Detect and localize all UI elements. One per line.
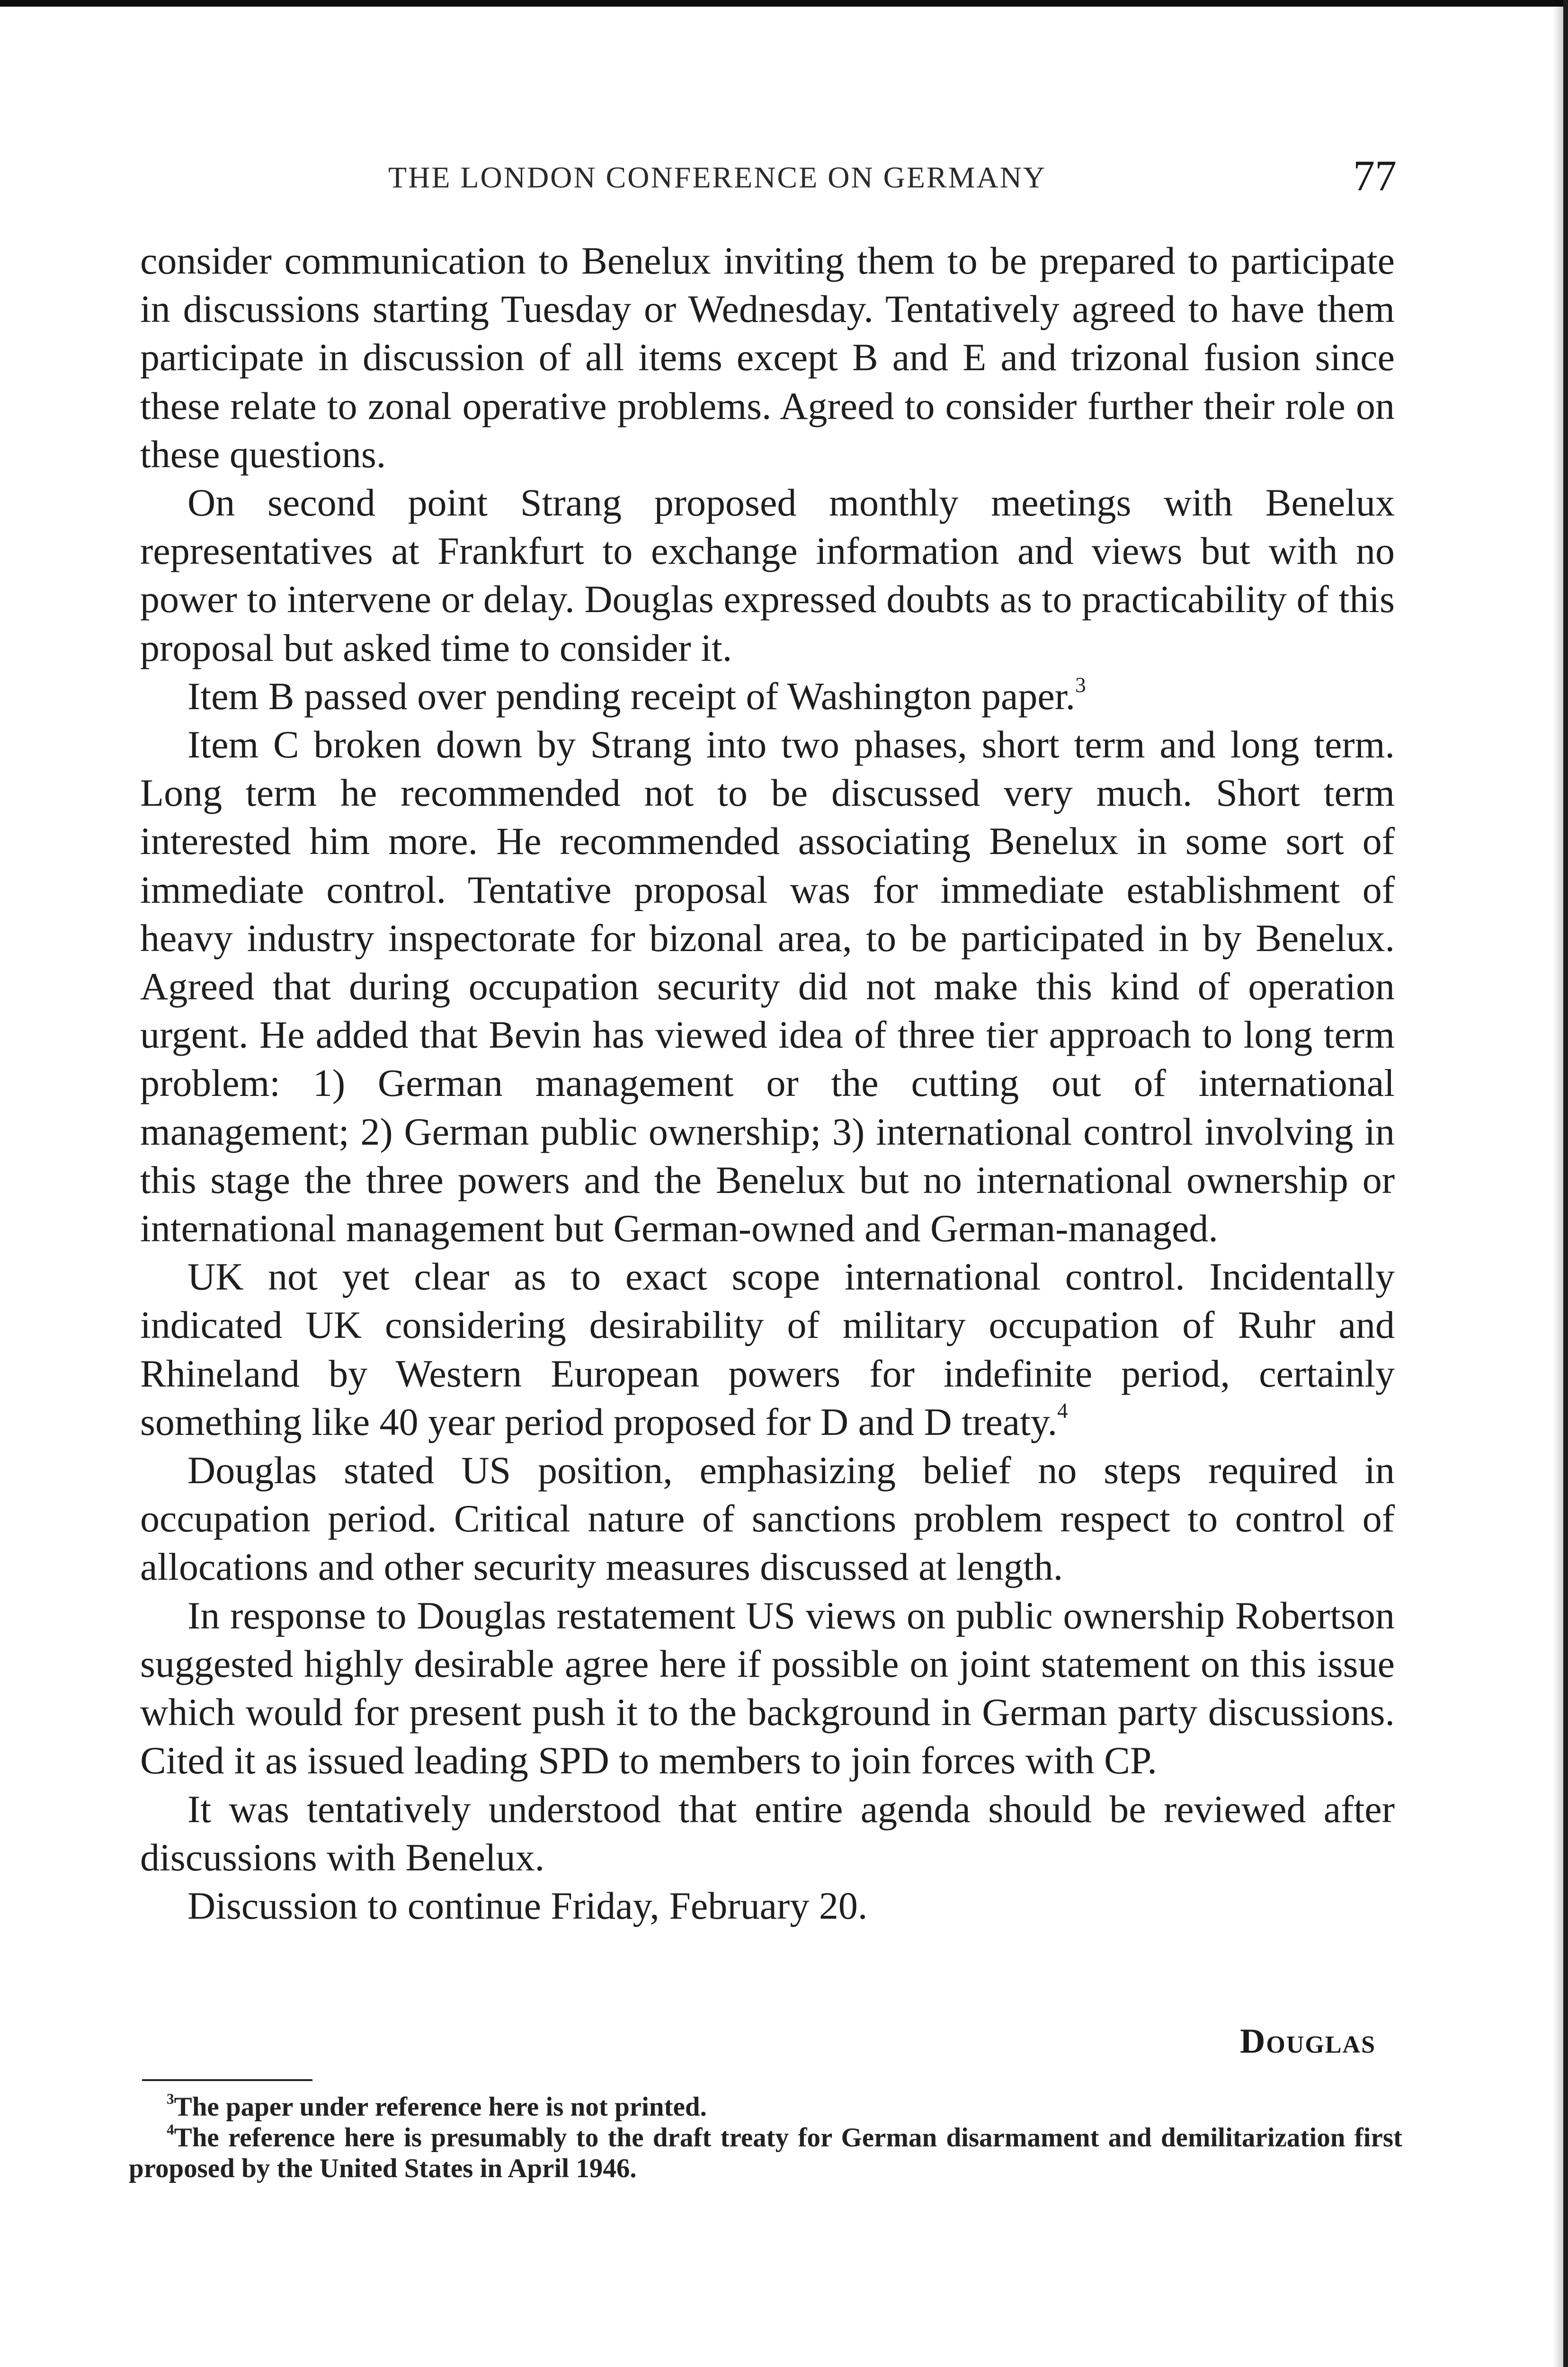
- signature: Douglas: [1239, 2022, 1376, 2061]
- footnote-mark: 3: [167, 2090, 174, 2107]
- page-top-edge: [0, 0, 1568, 7]
- footnote-text: The reference here is presumably to the draft treaty for German disarmament and demilitarization first proposed by the United States in April 1946.: [129, 2123, 1402, 2183]
- footnote-3: [129, 2091, 1402, 2122]
- paragraph-8: It was tentatively understood that entire agenda should be reviewed after discussions with Benelux.: [140, 1787, 1395, 1879]
- page-number: 77: [1353, 151, 1397, 200]
- paragraph-5: [140, 1253, 1395, 1446]
- paragraph-3: [140, 672, 1395, 721]
- footnote-ref-3: 3: [1075, 673, 1086, 697]
- body-text: [140, 237, 1395, 1930]
- paragraph-6: Douglas stated US position, emphasizing belief no steps required in occupation period. Critical nature of sanctions problem respect to control of allocations and other security measures discussed at length.: [140, 1449, 1395, 1589]
- footnotes: [129, 2091, 1402, 2184]
- paragraph-7: In response to Douglas restatement US views on public ownership Robertson suggested highly desirable agree here if possible on joint statement on this issue which would for present push it to the background in German party discussions. Cited it as issued leading SPD to members to join forces with CP.: [140, 1593, 1395, 1782]
- page-header: [142, 151, 1397, 203]
- paragraph-9: Discussion to continue Friday, February 20.: [187, 1884, 868, 1927]
- paragraph-2: On second point Strang proposed monthly meetings with Benelux representatives at Frankfurt to exchange information and views but with no power to intervene or delay. Douglas expressed doubts as to practicability of this proposal but asked time to consider it.: [140, 481, 1395, 669]
- paragraph-4: Item C broken down by Strang into two phases, short term and long term. Long term he recommended not to be discussed very much. Short term interested him more. He recommended associating Benelux in some sort of immediate control. Tentative proposal was for immediate establishment of heavy industry inspectorate for bizonal area, to be participated in by Benelux. Agreed that during occupation security did not make this kind of operation urgent. He added that Bevin has viewed idea of three tier approach to long term problem: 1) German management or the cutting out of international management; 2) German public ownership; 3) international control involving in this stage the three powers and the Benelux but no international ownership or international management but German-owned and German-managed.: [140, 723, 1395, 1250]
- footnote-mark: 4: [167, 2121, 174, 2138]
- paragraph-1: consider communication to Benelux inviting them to be prepared to participate in discussions starting Tuesday or Wednesday. Tentatively agreed to have them participate in discussion of all items except B and E and trizonal fusion since these relate to zonal operative problems. Agreed to consider further their role on these questions.: [140, 239, 1395, 476]
- paragraph-3-text: Item B passed over pending receipt of Washington paper.: [187, 674, 1076, 718]
- footnote-4: [129, 2122, 1402, 2184]
- paragraph-5-text: UK not yet clear as to exact scope international control. Incidentally indicated UK considering desirability of military occupation of Ruhr and Rhineland by Western European powers for indefinite period, certainly something like 40 year period proposed for D and D treaty.: [140, 1255, 1395, 1443]
- footnote-text: The paper under reference here is not printed.: [174, 2092, 707, 2122]
- footnote-ref-4: 4: [1057, 1398, 1068, 1423]
- binding-shadow: [1553, 0, 1563, 2367]
- running-head: THE LONDON CONFERENCE ON GERMANY: [388, 160, 1047, 194]
- page-right-edge: [1563, 0, 1568, 2367]
- footnote-divider: [142, 2079, 312, 2081]
